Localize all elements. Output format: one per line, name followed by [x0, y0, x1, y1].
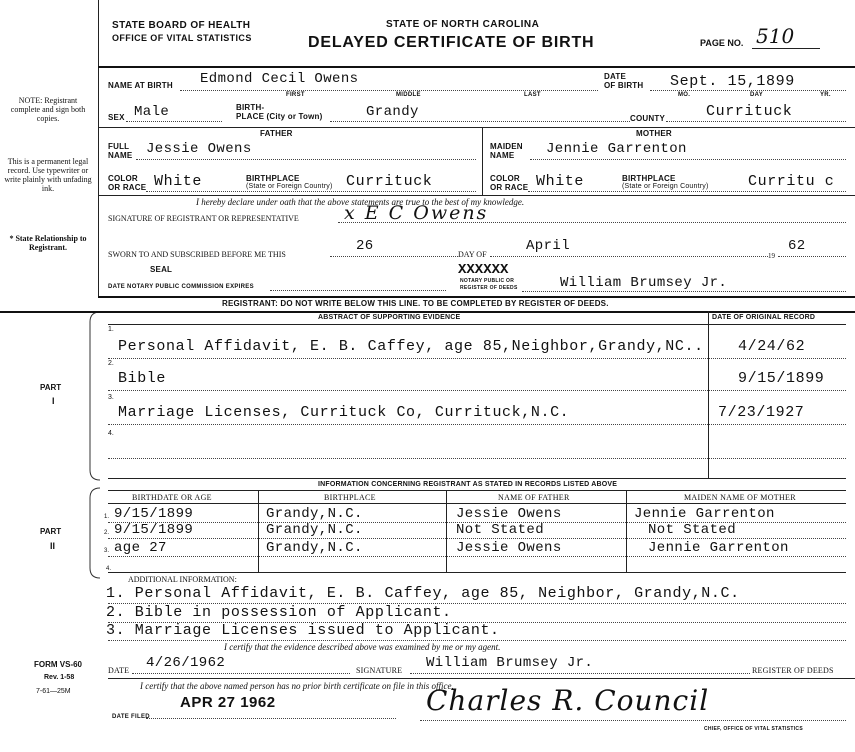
oath-statement: I hereby declare under oath that the above statements are true to the best of my knowledge. [196, 197, 525, 207]
mother-birthplace-value: Curritu c [748, 173, 835, 190]
month-label: MO. [678, 92, 691, 98]
mother-name-label-1: MAIDEN [490, 142, 523, 151]
abstract-heading: ABSTRACT OF SUPPORTING EVIDENCE [318, 314, 461, 321]
mother-name-label-2: NAME [490, 151, 515, 160]
page-number-line [752, 48, 820, 49]
office-name: OFFICE OF VITAL STATISTICS [112, 33, 252, 43]
info-row-3-birthdate: age 27 [114, 540, 167, 556]
register-of-deeds-label: REGISTER OF DEEDS [752, 666, 834, 675]
col-father-heading: NAME OF FATHER [498, 493, 570, 502]
abstract-row-1-date: 4/24/62 [738, 338, 806, 355]
certify-date-value: 4/26/1962 [146, 655, 226, 671]
birthplace-value: Grandy [366, 104, 419, 120]
chief-signature: Charles R. Council [426, 684, 710, 717]
state-name: STATE OF NORTH CAROLINA [386, 19, 540, 30]
info-row-2-birthdate: 9/15/1899 [114, 522, 194, 538]
father-color-value: White [154, 173, 203, 190]
dob-line [650, 90, 846, 91]
registrant-divider-notice: REGISTRANT: DO NOT WRITE BELOW THIS LINE. TO BE COMPLETED BY REGISTER OF DEEDS. [222, 299, 609, 308]
abstract-row-3-number: 3. [108, 394, 114, 401]
sidebar-legal-note: This is a permanent legal record. Use typewriter or write plainly with unfading ink. [4, 157, 92, 193]
part-two-number: II [50, 541, 56, 551]
additional-info-line-1: 1. Personal Affidavit, E. B. Caffey, age 85, Neighbor, Grandy,N.C. [106, 585, 740, 602]
info-row-4-number: 4. [106, 566, 112, 572]
mother-color-label-2: OR RACE [490, 183, 529, 192]
sex-line [126, 121, 222, 122]
abstract-date-divider [708, 311, 709, 479]
sworn-label: SWORN TO AND SUBSCRIBED BEFORE ME THIS [108, 250, 286, 259]
sidebar-border-top [98, 0, 99, 298]
info-bottom-border [108, 572, 846, 573]
last-label: LAST [524, 92, 541, 98]
certify-date-line [132, 673, 350, 674]
part-two-label: PART [40, 527, 62, 536]
abstract-header-border [108, 324, 846, 325]
abstract-row-2-line [108, 390, 846, 391]
mother-birthplace-label-1: BIRTHPLACE [622, 174, 676, 183]
date-label-2: OF BIRTH [604, 81, 644, 90]
mother-color-value: White [536, 173, 585, 190]
county-line [666, 121, 846, 122]
col-birthplace-heading: BIRTHPLACE [324, 493, 376, 502]
register-name: William Brumsey Jr. [560, 275, 728, 291]
info-row-1-number: 1. [104, 514, 110, 520]
day-label: DAY [750, 92, 764, 98]
additional-info-label: ADDITIONAL INFORMATION: [128, 575, 237, 584]
name-at-birth-label: NAME AT BIRTH [108, 81, 173, 90]
info-col-divider-1 [258, 490, 259, 572]
date-filed-line [146, 718, 396, 719]
part-one-number: I [52, 396, 55, 406]
sworn-day-line [330, 256, 458, 257]
parents-top-border [98, 127, 855, 128]
board-name: STATE BOARD OF HEALTH [112, 20, 251, 31]
date-filed-stamp: APR 27 1962 [180, 694, 276, 711]
info-row-1-birthdate: 9/15/1899 [114, 506, 194, 522]
sworn-year: 62 [788, 238, 806, 254]
day-of-label: DAY OF [458, 250, 487, 259]
father-name-label-2: NAME [108, 151, 133, 160]
name-at-birth-value: Edmond Cecil Owens [200, 71, 359, 87]
oath-top-border [98, 195, 855, 196]
info-row-3-mother: Jennie Garrenton [648, 540, 789, 556]
birthplace-line [330, 121, 630, 122]
mother-birthplace-label-2: (State or Foreign Country) [622, 183, 709, 190]
father-birthplace-label-2: (State or Foreign Country) [246, 183, 333, 190]
abstract-row-4-number: 4. [108, 430, 114, 437]
father-name-value: Jessie Owens [146, 141, 252, 157]
info-row-3-line [108, 556, 846, 557]
sidebar-note: NOTE: Registrant complete and sign both copies. [10, 96, 86, 123]
abstract-row-4-line [108, 458, 846, 459]
col-birthdate-heading: BIRTHDATE OR AGE [132, 493, 212, 502]
certify-signature-label: SIGNATURE [356, 666, 403, 675]
mother-name-line [530, 159, 846, 160]
abstract-bottom-border [108, 478, 846, 479]
info-row-2-father: Not Stated [456, 522, 545, 538]
box-bottom-border [98, 296, 855, 298]
nineteen-label: 19 [768, 252, 775, 260]
abstract-row-1-text: Personal Affidavit, E. B. Caffey, age 85,Neighbor,Grandy,NC.. [118, 338, 704, 355]
father-name-label-1: FULL [108, 142, 130, 151]
page-title: DELAYED CERTIFICATE OF BIRTH [308, 34, 595, 51]
info-row-3-birthplace: Grandy,N.C. [266, 540, 363, 556]
father-name-line [136, 159, 476, 160]
form-number: FORM VS-60 [34, 660, 83, 669]
box-top-border [98, 66, 855, 68]
page-number: 510 [756, 24, 795, 48]
info-row-2-number: 2. [104, 530, 110, 536]
seal-label: SEAL [150, 265, 173, 274]
birthplace-label-1: BIRTH- [236, 103, 265, 112]
struck-notary-marks: XXXXXX [458, 262, 509, 278]
sworn-year-line [778, 256, 846, 257]
info-col-divider-2 [446, 490, 447, 572]
father-birthplace-label-1: BIRTHPLACE [246, 174, 300, 183]
birthplace-label-2: PLACE (City or Town) [236, 112, 323, 121]
abstract-row-1-line [108, 358, 846, 359]
county-label: COUNTY [630, 114, 665, 123]
abstract-row-3-date: 7/23/1927 [718, 404, 805, 421]
form-code: 7-61—25M [36, 688, 71, 695]
sidebar-state-relationship: * State Relationship to Registrant. [9, 234, 87, 252]
info-row-1-mother: Jennie Garrenton [634, 506, 775, 522]
sex-value: Male [134, 104, 170, 120]
register-name-line [522, 291, 846, 292]
mother-color-label-1: COLOR [490, 174, 520, 183]
father-birthplace-value: Currituck [346, 173, 433, 190]
date-of-original-record-heading: DATE OF ORIGINAL RECORD [712, 314, 816, 321]
info-row-1-birthplace: Grandy,N.C. [266, 506, 363, 522]
abstract-row-3-text: Marriage Licenses, Currituck Co, Currituck,N.C. [118, 404, 570, 421]
certify-bottom-border [108, 678, 855, 679]
registrant-signature-label: SIGNATURE OF REGISTRANT OR REPRESENTATIVE [108, 214, 299, 223]
info-heading: INFORMATION CONCERNING REGISTRANT AS STATED IN RECORDS LISTED ABOVE [318, 481, 618, 488]
no-prior-certificate-statement: I certify that the above named person has no prior birth certificate on file in this office. [140, 681, 454, 691]
info-row-2-birthplace: Grandy,N.C. [266, 522, 363, 538]
sworn-month: April [526, 238, 571, 254]
abstract-row-3-line [108, 424, 846, 425]
info-row-2-line [108, 538, 846, 539]
examined-statement: I certify that the evidence described above was examined by me or my agent. [224, 642, 501, 652]
abstract-row-2-date: 9/15/1899 [738, 370, 825, 387]
notary-expiry-label: DATE NOTARY PUBLIC COMMISSION EXPIRES [108, 284, 254, 290]
mother-color-line [528, 191, 846, 192]
part-brackets [88, 310, 102, 750]
date-of-birth-value: Sept. 15,1899 [670, 73, 795, 90]
info-row-3-number: 3. [104, 548, 110, 554]
info-columns-border [108, 503, 846, 504]
notary-public-sublabel: NOTARY PUBLIC OR [460, 278, 515, 284]
name-line [180, 90, 598, 91]
additional-info-line-3: 3. Marriage Licenses issued to Applicant. [106, 622, 500, 639]
info-row-2-mother: Not Stated [648, 522, 737, 538]
additional-line-3-rule [108, 640, 846, 641]
certify-signature: William Brumsey Jr. [426, 655, 594, 671]
info-heading-border [108, 490, 846, 491]
county-value: Currituck [706, 103, 793, 120]
parents-divider [482, 127, 483, 195]
form-revision: Rev. 1-58 [44, 674, 75, 681]
first-label: FIRST [286, 92, 305, 98]
sworn-month-line [490, 256, 768, 257]
part-one-label: PART [40, 383, 62, 392]
mother-name-value: Jennie Garrenton [546, 141, 687, 157]
signature-line [338, 222, 846, 223]
year-label: YR. [820, 92, 831, 98]
father-color-line [146, 191, 476, 192]
sex-label: SEX [108, 113, 125, 122]
sworn-day: 26 [356, 238, 374, 254]
middle-label: MIDDLE [396, 92, 421, 98]
date-label-1: DATE [604, 72, 626, 81]
certify-signature-line [410, 673, 750, 674]
abstract-row-2-text: Bible [118, 370, 167, 387]
chief-office-label: CHIEF, OFFICE OF VITAL STATISTICS [704, 726, 803, 732]
register-of-deeds-sublabel: REGISTER OF DEEDS [460, 285, 518, 291]
abstract-row-2-number: 2. [108, 360, 114, 367]
page-number-label: PAGE NO. [700, 38, 744, 48]
mother-section-label: MOTHER [636, 129, 672, 138]
info-row-3-father: Jessie Owens [456, 540, 562, 556]
abstract-row-1-number: 1. [108, 326, 114, 333]
certify-date-label: DATE [108, 666, 130, 675]
col-mother-heading: MAIDEN NAME OF MOTHER [684, 493, 796, 502]
father-section-label: FATHER [260, 129, 293, 138]
father-color-label-1: COLOR [108, 174, 138, 183]
father-color-label-2: OR RACE [108, 183, 147, 192]
notary-expiry-line [270, 290, 446, 291]
chief-signature-line [420, 720, 846, 721]
date-filed-label: DATE FILED [112, 714, 150, 720]
info-col-divider-3 [626, 490, 627, 572]
additional-info-line-2: 2. Bible in possession of Applicant. [106, 604, 452, 621]
info-row-1-father: Jessie Owens [456, 506, 562, 522]
registrant-signature: x E C Owens [344, 202, 489, 224]
part-one-top-border [0, 311, 855, 313]
